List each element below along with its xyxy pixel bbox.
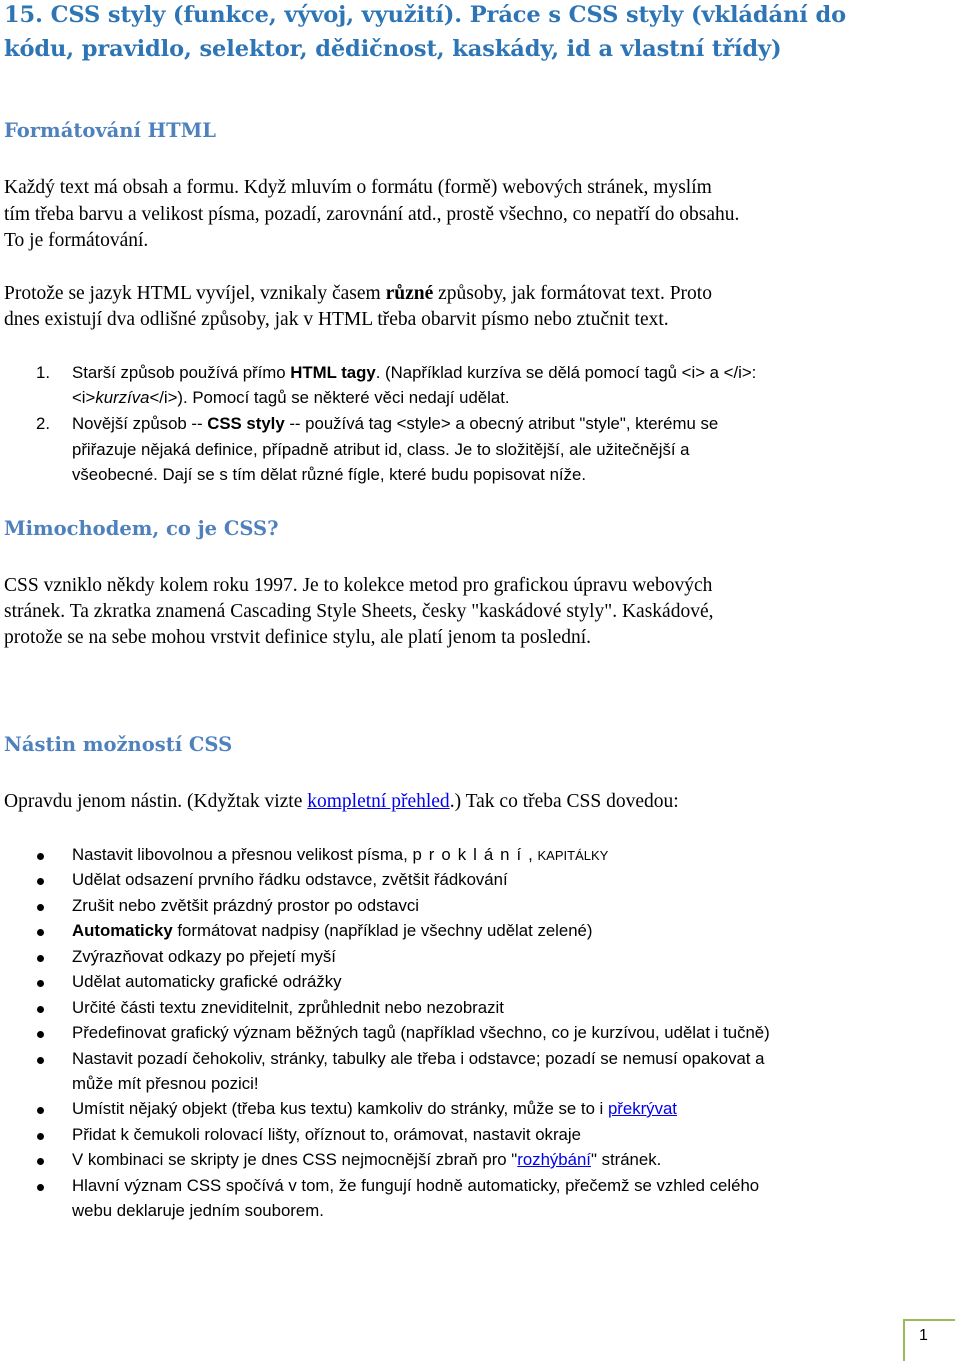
bullet-dot [37, 853, 44, 860]
list-number: 1. [36, 363, 50, 382]
text-span: " stránek. [590, 1150, 662, 1169]
paragraph-line [4, 791, 679, 813]
page-number-box [903, 1319, 955, 1361]
bullet-item: Udělat automaticky grafické odrážky [72, 972, 342, 991]
bullet-item: Zvýrazňovat odkazy po přejetí myší [72, 947, 336, 966]
spaced-text: proklání [412, 845, 529, 864]
heading-nastin-moznosti-css: Nástin možností CSS [4, 733, 233, 756]
bullet-item [72, 921, 592, 941]
bullet-item: Předefinovat grafický význam běžných tagů (například všechno, co je kurzívou, udělat i tučně) [72, 1023, 770, 1042]
text-span: Protože se jazyk HTML vyvíjel, vznikaly časem [4, 283, 386, 304]
bullet-item: Nastavit pozadí čehokoliv, stránky, tabulky ale třeba i odstavce; pozadí se nemusí opakovat a [72, 1049, 765, 1068]
text-span: Nastavit libovolnou a přesnou velikost písma, [72, 845, 413, 864]
paragraph-line: stránek. Ta zkratka znamená Cascading Style Sheets, česky "kaskádové styly". Kaskádové, [4, 601, 714, 622]
heading-co-je-css: Mimochodem, co je CSS? [4, 517, 279, 540]
text-span: Starší způsob používá přímo [72, 363, 291, 382]
bullet-dot [37, 955, 44, 962]
text-span: V kombinaci se skripty je dnes CSS nejmocnější zbraň pro " [72, 1150, 518, 1169]
heading-formatovani-html: Formátování HTML [4, 119, 216, 142]
paragraph-line: protože se na sebe mohou vrstvit definice stylu, ale platí jenom ta poslední. [4, 627, 592, 648]
bullet-dot [37, 878, 44, 885]
bullet-dot [37, 1006, 44, 1013]
italic-text: kurzíva [95, 388, 150, 407]
text-span: Umístit nějaký objekt (třeba kus textu) kamkoliv do stránky, může se to i [72, 1099, 608, 1118]
bullet-dot [37, 980, 44, 987]
bullet-item: Určité části textu zneviditelnit, zprůhlednit nebo nezobrazit [72, 998, 504, 1017]
bold-text: CSS styly [207, 414, 285, 433]
bullet-dot [37, 1057, 44, 1064]
list-item-line: všeobecné. Dají se s tím dělat různé fígle, které budu popisovat níže. [72, 465, 586, 484]
bold-text: různé [385, 283, 434, 304]
bold-text: Automaticky [72, 921, 173, 940]
paragraph-line: CSS vzniklo někdy kolem roku 1997. Je to kolekce metod pro grafickou úpravu webových [4, 575, 713, 596]
text-span: Opravdu jenom nástin. (Kdyžtak vizte [4, 791, 308, 812]
bullet-dot [37, 1158, 44, 1165]
bullet-dot [37, 1031, 44, 1038]
rozhybani-link[interactable]: rozhýbání [517, 1150, 591, 1169]
page-number: 1 [919, 1327, 928, 1344]
bullet-item: Přidat k čemukoli rolovací lišty, oříznout to, orámovat, nastavit okraje [72, 1125, 581, 1144]
bold-text: HTML tagy [290, 363, 376, 382]
paragraph-line: dnes existují dva odlišné způsoby, jak v HTML třeba obarvit písmo nebo ztučnit text. [4, 309, 669, 330]
list-item-line: přiřazuje nějaká definice, případně atribut id, class. Je to složitější, ale užitečnější a [72, 440, 690, 459]
list-item-line [72, 363, 756, 383]
bullet-item-continued: může mít přesnou pozici! [72, 1074, 259, 1093]
list-number: 2. [36, 414, 50, 433]
text-span: .) Tak co třeba CSS dovedou: [449, 791, 679, 812]
paragraph-line: tím třeba barvu a velikost písma, pozadí, zarovnání atd., prostě všechno, co nepatří do obsahu. [4, 204, 740, 225]
bullet-item [72, 1099, 677, 1119]
paragraph-line: Každý text má obsah a formu. Když mluvím o formátu (formě) webových stránek, myslím [4, 177, 712, 198]
bullet-dot [37, 1107, 44, 1114]
text-span: <i> [72, 388, 96, 407]
prekryvat-link[interactable]: překrývat [607, 1099, 677, 1118]
text-span: . (Například kurzíva se dělá pomocí tagů <i> a </i>: [375, 363, 757, 382]
text-span: -- používá tag <style> a obecný atribut "style", kterému se [284, 414, 719, 433]
text-span: </i>). Pomocí tagů se některé věci nedají udělat. [149, 388, 510, 407]
list-item-line [72, 414, 718, 434]
bullet-item [72, 845, 608, 865]
small-caps-text: KAPITÁLKY [537, 848, 609, 863]
paragraph-line [4, 283, 712, 305]
text-span: Novější způsob -- [72, 414, 208, 433]
bullet-dot [37, 1184, 44, 1191]
text-span: , [528, 845, 538, 864]
bullet-item: Udělat odsazení prvního řádku odstavce, zvětšit řádkování [72, 870, 508, 889]
bullet-item: Zrušit nebo zvětšit prázdný prostor po odstavci [72, 896, 419, 915]
bullet-dot [37, 1133, 44, 1140]
page-title-line-2: kódu, pravidlo, selektor, dědičnost, kaskády, id a vlastní třídy) [4, 36, 782, 62]
paragraph-line: To je formátování. [4, 230, 149, 251]
text-span: způsoby, jak formátovat text. Proto [433, 283, 712, 304]
list-item-line [72, 388, 510, 408]
text-span: formátovat nadpisy (například je všechny udělat zelené) [172, 921, 593, 940]
bullet-item: Hlavní význam CSS spočívá v tom, že fungují hodně automaticky, přečemž se vzhled celého [72, 1176, 760, 1195]
bullet-item-continued: webu deklaruje jedním souborem. [72, 1201, 324, 1220]
bullet-dot [37, 929, 44, 936]
page-title-line-1: 15. CSS styly (funkce, vývoj, využití). Práce s CSS styly (vkládání do [4, 2, 847, 28]
bullet-item [72, 1150, 661, 1170]
bullet-dot [37, 904, 44, 911]
kompletni-prehled-link[interactable]: kompletní přehled [307, 791, 450, 812]
